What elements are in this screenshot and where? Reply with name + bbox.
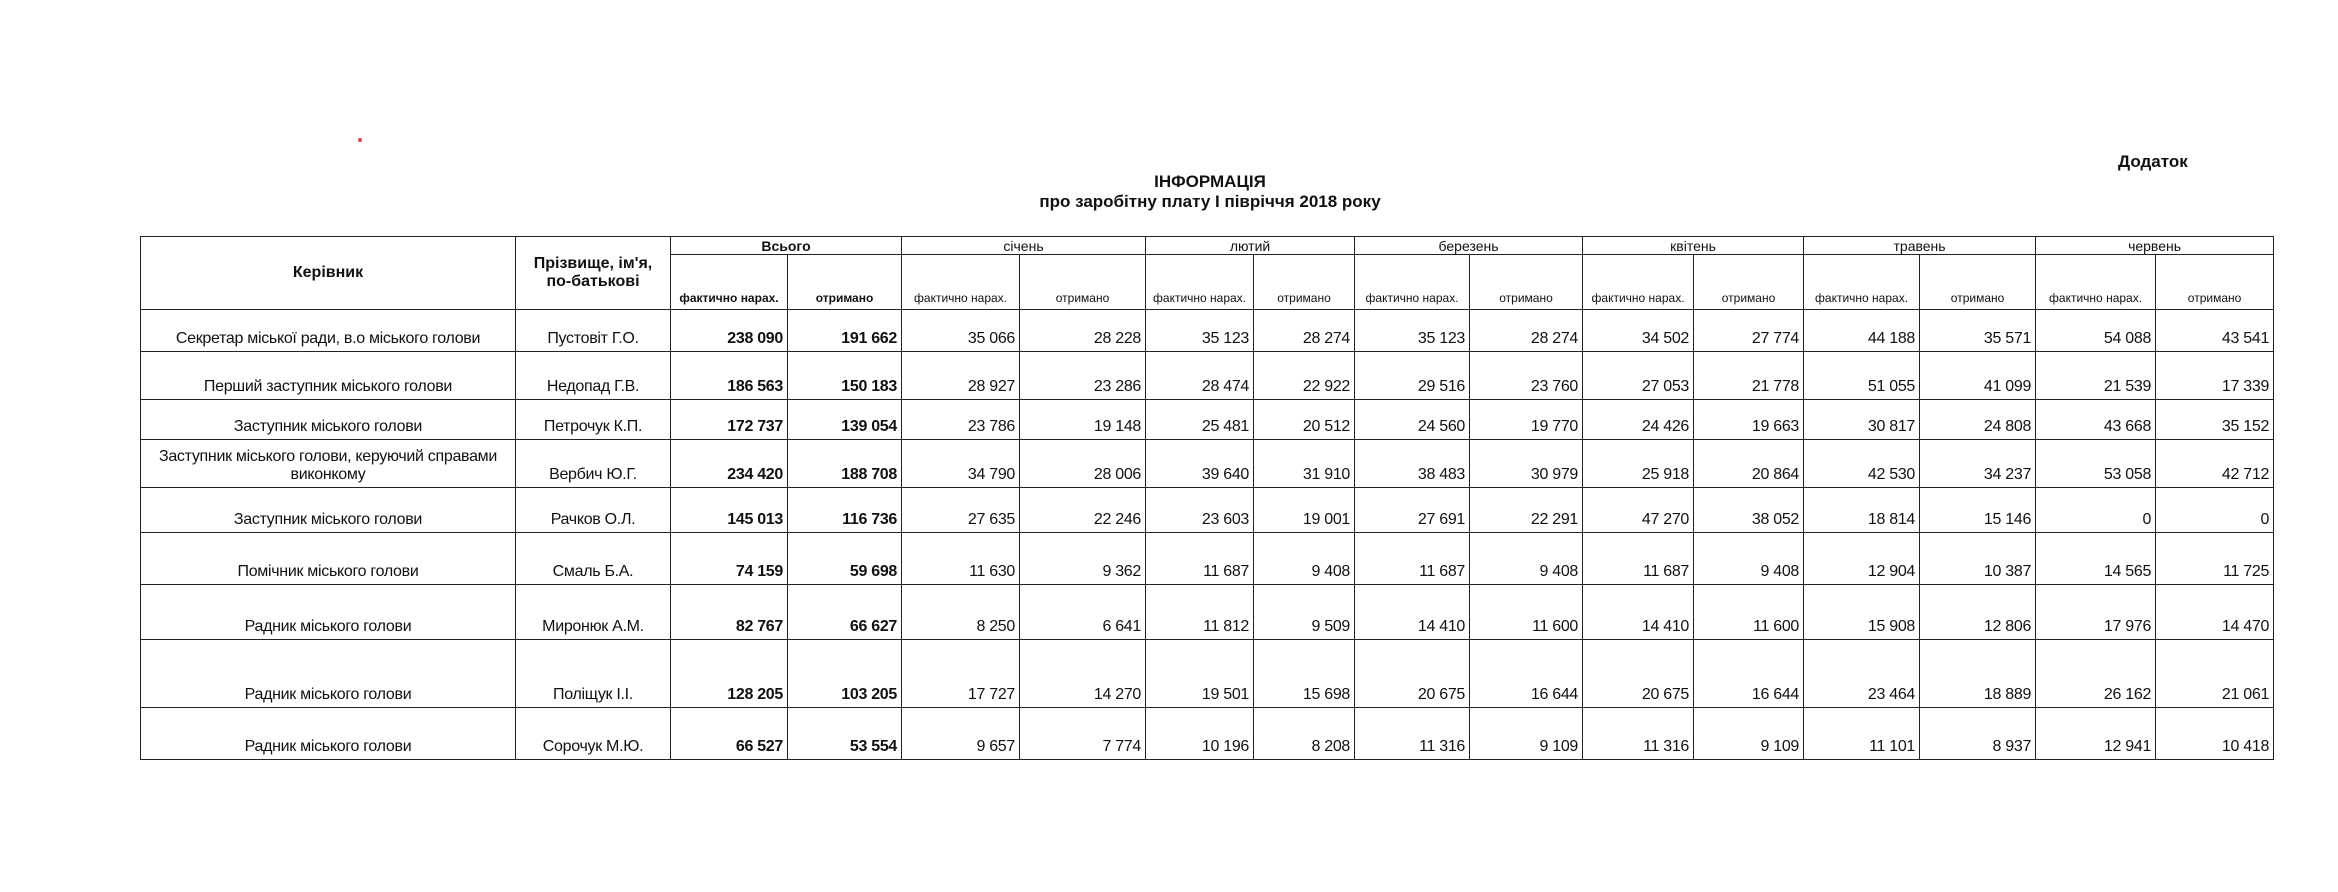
received-cell: 11 600	[1694, 585, 1804, 640]
accrued-cell: 20 675	[1355, 640, 1470, 708]
accrued-cell: 11 687	[1146, 533, 1254, 585]
received-cell: 11 600	[1470, 585, 1583, 640]
accrued-cell: 17 976	[2036, 585, 2156, 640]
accrued-cell: 39 640	[1146, 440, 1254, 488]
accrued-cell: 54 088	[2036, 310, 2156, 352]
name-cell: Миронюк А.М.	[516, 585, 671, 640]
table-row	[141, 310, 2274, 352]
accrued-cell: 14 410	[1355, 585, 1470, 640]
accrued-cell: 25 481	[1146, 400, 1254, 440]
received-cell: 188 708	[788, 440, 902, 488]
accrued-cell: 34 502	[1583, 310, 1694, 352]
received-cell: 31 910	[1254, 440, 1355, 488]
received-cell: 6 641	[1020, 585, 1146, 640]
received-cell: 28 006	[1020, 440, 1146, 488]
column-header-received: отримано	[2156, 255, 2274, 310]
received-cell: 14 270	[1020, 640, 1146, 708]
received-cell: 16 644	[1694, 640, 1804, 708]
column-header-accrued: фактично нарах.	[2036, 255, 2156, 310]
accrued-cell: 18 814	[1804, 488, 1920, 533]
received-cell: 43 541	[2156, 310, 2274, 352]
received-cell: 0	[2156, 488, 2274, 533]
accrued-cell: 74 159	[671, 533, 788, 585]
position-cell: Заступник міського голови, керуючий справами виконкому	[141, 440, 516, 488]
accrued-cell: 35 066	[902, 310, 1020, 352]
received-cell: 22 922	[1254, 352, 1355, 400]
accrued-cell: 23 464	[1804, 640, 1920, 708]
received-cell: 9 408	[1470, 533, 1583, 585]
accrued-cell: 11 630	[902, 533, 1020, 585]
name-cell: Сорочук М.Ю.	[516, 708, 671, 760]
received-cell: 9 109	[1694, 708, 1804, 760]
name-cell: Смаль Б.А.	[516, 533, 671, 585]
column-group-header: лютий	[1146, 237, 1355, 255]
column-group-header: березень	[1355, 237, 1583, 255]
received-cell: 30 979	[1470, 440, 1583, 488]
table-row	[141, 640, 2274, 708]
name-cell: Поліщук І.І.	[516, 640, 671, 708]
accrued-cell: 27 691	[1355, 488, 1470, 533]
column-header-accrued: фактично нарах.	[1355, 255, 1470, 310]
received-cell: 19 770	[1470, 400, 1583, 440]
received-cell: 53 554	[788, 708, 902, 760]
accrued-cell: 11 316	[1355, 708, 1470, 760]
salary-table	[140, 236, 2274, 760]
name-cell: Рачков О.Л.	[516, 488, 671, 533]
accrued-cell: 21 539	[2036, 352, 2156, 400]
received-cell: 28 274	[1470, 310, 1583, 352]
received-cell: 18 889	[1920, 640, 2036, 708]
column-header-accrued: фактично нарах.	[671, 255, 788, 310]
column-group-header: квітень	[1583, 237, 1804, 255]
received-cell: 38 052	[1694, 488, 1804, 533]
column-header-name: Прізвище, ім'я, по-батькові	[516, 237, 671, 310]
received-cell: 35 152	[2156, 400, 2274, 440]
name-cell: Недопад Г.В.	[516, 352, 671, 400]
accrued-cell: 35 123	[1146, 310, 1254, 352]
column-header-received: отримано	[1470, 255, 1583, 310]
received-cell: 28 228	[1020, 310, 1146, 352]
accrued-cell: 42 530	[1804, 440, 1920, 488]
accrued-cell: 26 162	[2036, 640, 2156, 708]
accrued-cell: 11 316	[1583, 708, 1694, 760]
received-cell: 12 806	[1920, 585, 2036, 640]
accrued-cell: 34 790	[902, 440, 1020, 488]
position-cell: Перший заступник міського голови	[141, 352, 516, 400]
accrued-cell: 12 904	[1804, 533, 1920, 585]
accrued-cell: 11 101	[1804, 708, 1920, 760]
received-cell: 9 408	[1694, 533, 1804, 585]
received-cell: 14 470	[2156, 585, 2274, 640]
received-cell: 9 109	[1470, 708, 1583, 760]
header-row	[141, 237, 2274, 255]
accrued-cell: 238 090	[671, 310, 788, 352]
accrued-cell: 30 817	[1804, 400, 1920, 440]
received-cell: 191 662	[788, 310, 902, 352]
received-cell: 24 808	[1920, 400, 2036, 440]
received-cell: 21 778	[1694, 352, 1804, 400]
received-cell: 59 698	[788, 533, 902, 585]
column-header-received: отримано	[1020, 255, 1146, 310]
accrued-cell: 29 516	[1355, 352, 1470, 400]
accrued-cell: 25 918	[1583, 440, 1694, 488]
received-cell: 10 387	[1920, 533, 2036, 585]
received-cell: 21 061	[2156, 640, 2274, 708]
received-cell: 9 509	[1254, 585, 1355, 640]
accrued-cell: 11 812	[1146, 585, 1254, 640]
received-cell: 19 148	[1020, 400, 1146, 440]
accrued-cell: 27 635	[902, 488, 1020, 533]
received-cell: 19 001	[1254, 488, 1355, 533]
column-group-header: Всього	[671, 237, 902, 255]
table-row	[141, 533, 2274, 585]
received-cell: 27 774	[1694, 310, 1804, 352]
table-row	[141, 488, 2274, 533]
accrued-cell: 10 196	[1146, 708, 1254, 760]
accrued-cell: 186 563	[671, 352, 788, 400]
accrued-cell: 9 657	[902, 708, 1020, 760]
received-cell: 66 627	[788, 585, 902, 640]
position-cell: Радник міського голови	[141, 640, 516, 708]
accrued-cell: 27 053	[1583, 352, 1694, 400]
position-cell: Помічник міського голови	[141, 533, 516, 585]
position-cell: Заступник міського голови	[141, 488, 516, 533]
accrued-cell: 14 565	[2036, 533, 2156, 585]
column-header-received: отримано	[788, 255, 902, 310]
table-row	[141, 352, 2274, 400]
received-cell: 139 054	[788, 400, 902, 440]
accrued-cell: 66 527	[671, 708, 788, 760]
accrued-cell: 20 675	[1583, 640, 1694, 708]
received-cell: 16 644	[1470, 640, 1583, 708]
accrued-cell: 53 058	[2036, 440, 2156, 488]
accrued-cell: 51 055	[1804, 352, 1920, 400]
received-cell: 17 339	[2156, 352, 2274, 400]
name-cell: Пустовіт Г.О.	[516, 310, 671, 352]
accrued-cell: 24 560	[1355, 400, 1470, 440]
received-cell: 20 512	[1254, 400, 1355, 440]
received-cell: 103 205	[788, 640, 902, 708]
column-header-position: Керівник	[141, 237, 516, 310]
accrued-cell: 172 737	[671, 400, 788, 440]
received-cell: 23 760	[1470, 352, 1583, 400]
column-group-header: січень	[902, 237, 1146, 255]
received-cell: 15 698	[1254, 640, 1355, 708]
accrued-cell: 14 410	[1583, 585, 1694, 640]
accrued-cell: 145 013	[671, 488, 788, 533]
table-row	[141, 440, 2274, 488]
accrued-cell: 47 270	[1583, 488, 1694, 533]
name-cell: Петрочук К.П.	[516, 400, 671, 440]
accrued-cell: 11 687	[1355, 533, 1470, 585]
accrued-cell: 12 941	[2036, 708, 2156, 760]
received-cell: 7 774	[1020, 708, 1146, 760]
position-cell: Заступник міського голови	[141, 400, 516, 440]
column-header-accrued: фактично нарах.	[1146, 255, 1254, 310]
accrued-cell: 38 483	[1355, 440, 1470, 488]
accrued-cell: 43 668	[2036, 400, 2156, 440]
column-header-received: отримано	[1694, 255, 1804, 310]
accrued-cell: 234 420	[671, 440, 788, 488]
column-header-received: отримано	[1920, 255, 2036, 310]
accrued-cell: 128 205	[671, 640, 788, 708]
scan-speck	[358, 138, 362, 142]
document-title: ІНФОРМАЦІЯ	[1154, 172, 1266, 191]
appendix-label: Додаток	[2118, 152, 2188, 171]
accrued-cell: 11 687	[1583, 533, 1694, 585]
accrued-cell: 28 474	[1146, 352, 1254, 400]
received-cell: 23 286	[1020, 352, 1146, 400]
received-cell: 22 246	[1020, 488, 1146, 533]
received-cell: 28 274	[1254, 310, 1355, 352]
accrued-cell: 0	[2036, 488, 2156, 533]
column-header-received: отримано	[1254, 255, 1355, 310]
received-cell: 34 237	[1920, 440, 2036, 488]
position-cell: Радник міського голови	[141, 708, 516, 760]
accrued-cell: 35 123	[1355, 310, 1470, 352]
document-subtitle: про заробітну плату І півріччя 2018 року	[1039, 192, 1381, 211]
accrued-cell: 24 426	[1583, 400, 1694, 440]
accrued-cell: 15 908	[1804, 585, 1920, 640]
column-group-header: травень	[1804, 237, 2036, 255]
received-cell: 15 146	[1920, 488, 2036, 533]
accrued-cell: 17 727	[902, 640, 1020, 708]
column-header-accrued: фактично нарах.	[902, 255, 1020, 310]
received-cell: 116 736	[788, 488, 902, 533]
received-cell: 10 418	[2156, 708, 2274, 760]
received-cell: 35 571	[1920, 310, 2036, 352]
received-cell: 11 725	[2156, 533, 2274, 585]
received-cell: 8 208	[1254, 708, 1355, 760]
name-cell: Вербич Ю.Г.	[516, 440, 671, 488]
column-group-header: червень	[2036, 237, 2274, 255]
accrued-cell: 23 786	[902, 400, 1020, 440]
column-header-accrued: фактично нарах.	[1804, 255, 1920, 310]
position-cell: Секретар міської ради, в.о міського голови	[141, 310, 516, 352]
received-cell: 9 408	[1254, 533, 1355, 585]
received-cell: 150 183	[788, 352, 902, 400]
accrued-cell: 19 501	[1146, 640, 1254, 708]
table-row	[141, 400, 2274, 440]
received-cell: 42 712	[2156, 440, 2274, 488]
received-cell: 41 099	[1920, 352, 2036, 400]
received-cell: 9 362	[1020, 533, 1146, 585]
position-cell: Радник міського голови	[141, 585, 516, 640]
received-cell: 22 291	[1470, 488, 1583, 533]
received-cell: 8 937	[1920, 708, 2036, 760]
table-row	[141, 585, 2274, 640]
accrued-cell: 23 603	[1146, 488, 1254, 533]
accrued-cell: 28 927	[902, 352, 1020, 400]
accrued-cell: 8 250	[902, 585, 1020, 640]
table-row	[141, 708, 2274, 760]
received-cell: 19 663	[1694, 400, 1804, 440]
accrued-cell: 82 767	[671, 585, 788, 640]
accrued-cell: 44 188	[1804, 310, 1920, 352]
column-header-accrued: фактично нарах.	[1583, 255, 1694, 310]
received-cell: 20 864	[1694, 440, 1804, 488]
